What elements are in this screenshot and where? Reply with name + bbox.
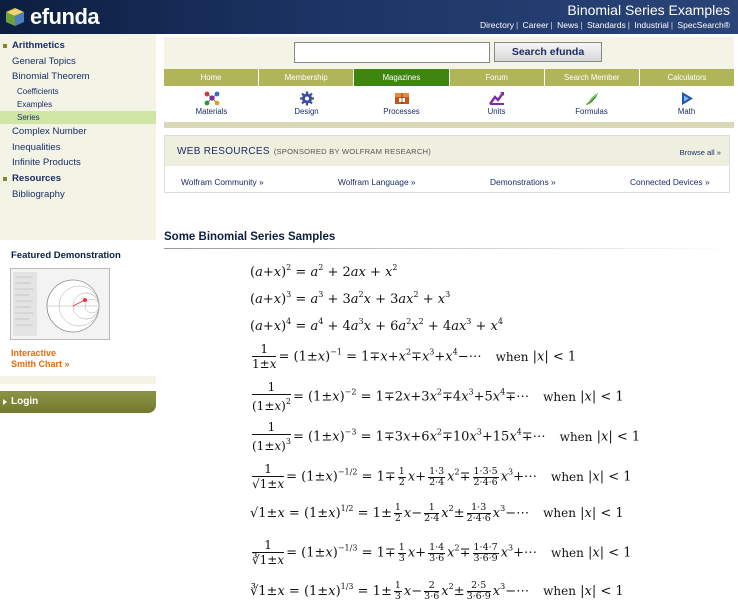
page-title: Binomial Series Examples [567,2,730,18]
efunda-logo[interactable] [4,3,99,31]
login-button[interactable] [0,391,156,413]
featured-demonstration [0,240,156,376]
units-icon [489,91,505,106]
tab-calculators[interactable]: Calculators [640,69,734,86]
top-link-news[interactable]: News [557,20,579,30]
sidebar-section-arithmetics[interactable] [0,38,156,54]
browse-all-link[interactable]: Browse all » [679,148,721,157]
logo-text: efunda [30,4,100,29]
topic-label: Processes [383,107,420,116]
web-resources-sponsor: (SPONSORED BY WOLFRAM RESEARCH) [273,147,431,156]
featured-title: Featured Demonstration [11,250,121,261]
link-demonstrations[interactable]: Demonstrations » [490,177,556,187]
equation: $(a+x)^3 = a^3 + 3a^2x + 3ax^2 + x^3$ [250,290,451,307]
tab-magazines[interactable]: Magazines [354,69,449,86]
smith-chart-thumbnail[interactable] [10,268,110,340]
tab-forum[interactable]: Forum [450,69,545,86]
section-divider [164,248,734,249]
tab-search-member[interactable]: Search Member [545,69,640,86]
formulas-icon [584,91,600,106]
topic-label: Formulas [575,107,608,116]
divider [164,122,734,128]
condition-text: when [495,349,529,364]
equation: $√1\pm x = (1\pm x)^{1/2} = 1\pm$ $\frac{1}{2}$ x− $\frac{1}{2\cdot 4}$ $x^2\pm$ $\frac{1\cdot 3}{2\cdot 4\cdot 6}$ $x^3-\cdots$ when |x| < 1 [250,502,624,524]
topic-label: Design [294,107,319,116]
search-button[interactable]: Search efunda [494,42,602,62]
sidebar-item-complex-number[interactable]: Complex Number [12,126,87,138]
sidebar-item-examples[interactable]: Examples [17,100,53,110]
condition-text: when [543,506,576,520]
gear-icon [299,91,315,106]
link-connected-devices[interactable]: Connected Devices » [630,177,710,187]
math-icon [679,91,695,106]
sidebar-item-label: Arithmetics [12,40,65,51]
featured-link-line1: Interactive [11,348,57,358]
section-title: Some Binomial Series Samples [164,231,336,243]
condition-text: when [543,389,576,404]
sidebar-item-inequalities[interactable]: Inequalities [12,141,61,153]
login-label: Login [11,396,39,407]
equation: ∛1±x = $(1\pm x)^{1/3} = 1\pm$ $\frac{1}{3}$ x− $\frac{2}{3\cdot 6}$ $x^2\pm$ $\frac{2\cdot 5}{3\cdot 6\cdot 9}$ $x^3-\cdots$ when |x| < 1 [250,580,624,602]
topic-label: Materials [195,107,228,116]
web-resources-title-text: WEB RESOURCES [177,146,270,157]
topic-formulas[interactable] [544,87,639,123]
cube-logo-icon [4,6,26,28]
site-header [0,0,738,34]
bullet-icon [3,44,7,48]
arrow-right-icon [3,399,7,405]
sidebar-nav [0,38,156,203]
topic-processes[interactable] [354,87,449,123]
top-link-standards[interactable]: Standards [586,20,626,30]
condition-text: when [551,469,584,484]
tab-home[interactable]: Home [164,69,259,86]
topic-math[interactable] [639,87,734,123]
equation: $(a+x)^2 = a^2 + 2ax + x^2$ [250,263,398,280]
sidebar-item-bibliography[interactable]: Bibliography [12,188,65,200]
top-links: Directory | Career | News | Standards | Industrial | SpecSearch® [479,20,730,30]
top-link-industrial[interactable]: Industrial [634,20,669,30]
materials-icon [204,91,220,106]
topic-materials[interactable] [164,87,259,123]
sidebar-section-resources[interactable] [0,171,156,187]
bullet-icon [3,177,7,181]
top-link-career[interactable]: Career [522,20,549,30]
search-input[interactable] [294,42,490,63]
topic-label: Units [487,107,506,116]
condition-text: when [551,545,584,560]
sidebar-item-label: Resources [12,173,62,185]
condition-text: when [559,429,593,444]
top-link-specsearch[interactable]: SpecSearch® [677,20,730,30]
sidebar-item-infinite-products[interactable]: Infinite Products [12,157,81,169]
equation: $\frac{1}{1\pm x}$ = $(1\pm x)^{-1}$ = $1\mp x+x^2\mp x^3+x^4-\cdots$ when |x| < 1 [252,342,577,371]
topic-design[interactable] [259,87,354,123]
condition-text: when [543,584,576,598]
web-resources-title [177,146,431,157]
sidebar-item-binomial-theorem[interactable]: Binomial Theorem [12,71,90,83]
main-tabs [164,69,734,86]
web-resources-header [165,136,729,166]
sidebar [0,34,156,407]
topic-label: Math [677,107,696,116]
smith-chart-link[interactable] [11,348,101,370]
top-link-directory[interactable]: Directory [479,20,514,30]
equation: $\frac{1}{(1\pm x)^2}$ = $(1\pm x)^{-2}$ = $1\mp 2x+3x^2\mp 4x^3+5x^4\mp\cdots$ when |x| < 1 [252,380,624,413]
equation: $\frac{1}{(1\pm x)^3}$ = $(1\pm x)^{-3}$ = $1\mp 3x+6x^2\mp 10x^3+15x^4\mp\cdots$ when |x| < 1 [252,420,641,453]
featured-link-line2: Smith Chart » [11,359,70,369]
sidebar-item-general-topics[interactable]: General Topics [12,55,76,67]
link-wolfram-language[interactable]: Wolfram Language » [338,177,416,187]
topic-units[interactable] [449,87,544,123]
processes-icon [394,91,410,106]
equation: $(a+x)^4 = a^4 + 4a^3x + 6a^2x^2 + 4ax^3 + x^4$ [250,317,503,334]
web-resources-box [164,135,730,193]
equation: $\frac{1}{√1\pm x}$ = $(1\pm x)^{-1/2} = 1\mp$ $\frac{1}{2}$ x+ $\frac{1\cdot 3}{2\cdot 4}$ $x^2\mp$ $\frac{1\cdot 3\cdot 5}{2\cdot 4\cdot 6}$ $x^3+\cdots$ when |x| < 1 [252,462,632,491]
topic-icon-row [164,87,734,123]
search-bar [164,37,734,69]
sidebar-item-coefficients[interactable]: Coefficients [17,87,59,97]
tab-membership[interactable]: Membership [259,69,354,86]
link-wolfram-community[interactable]: Wolfram Community » [181,177,264,187]
equation: $\frac{1}{∛1\pm x}$ = $(1\pm x)^{-1/3} = 1\mp$ $\frac{1}{3}$ x+ $\frac{1\cdot 4}{3\cdot 6}$ $x^2\mp$ $\frac{1\cdot 4\cdot 7}{3\cdot 6\cdot 9}$ $x^3+\cdots$ when |x| < 1 [252,538,632,567]
sidebar-item-series[interactable]: Series [0,111,156,124]
